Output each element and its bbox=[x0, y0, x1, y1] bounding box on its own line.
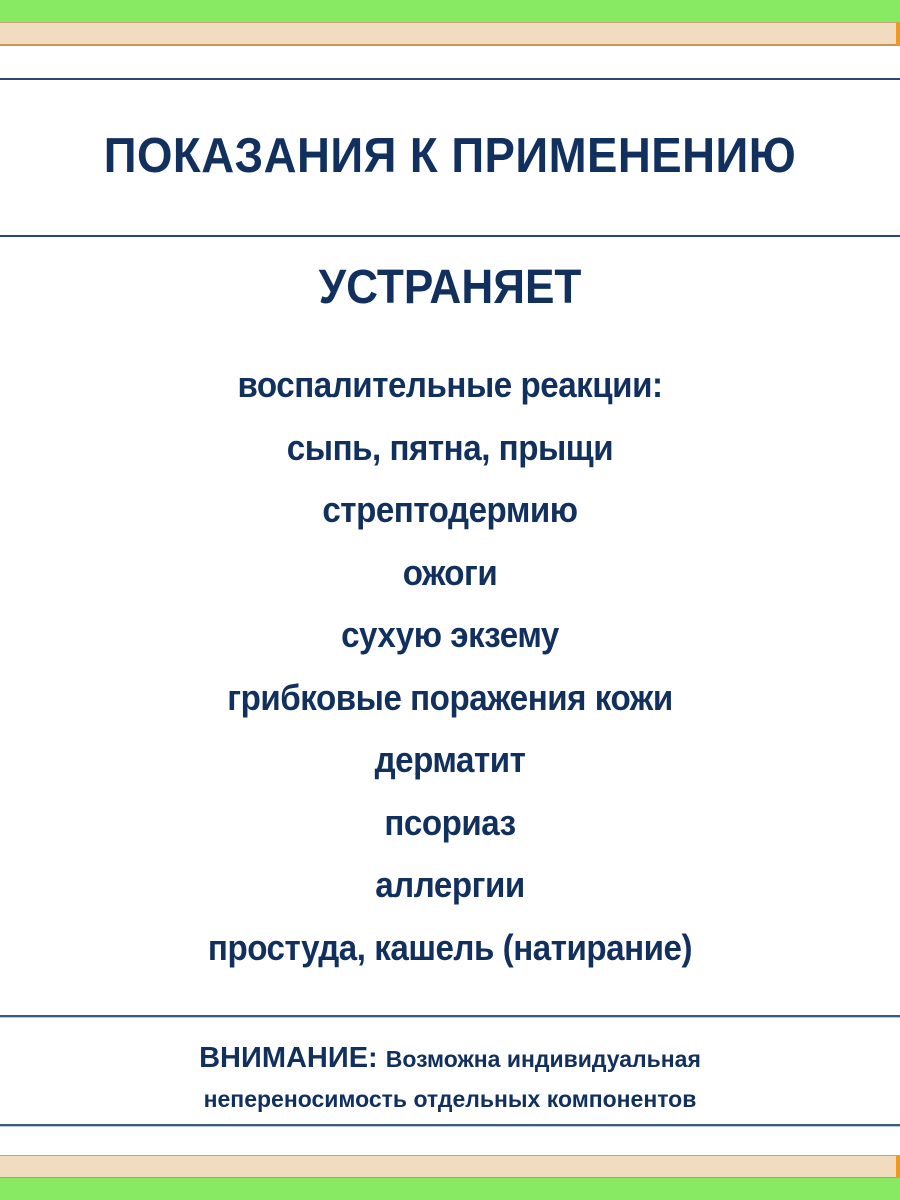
warning-label: ВНИМАНИЕ: bbox=[199, 1042, 386, 1074]
list-item: ожоги bbox=[402, 551, 498, 593]
warning-notice bbox=[0, 1040, 900, 1117]
divider-top bbox=[0, 78, 900, 80]
divider-below-title bbox=[0, 235, 900, 237]
bottom-green-band bbox=[0, 1178, 900, 1200]
warning-text-line2: непереносимость отдельных компонентов bbox=[203, 1086, 697, 1112]
bottom-peach-band bbox=[0, 1155, 900, 1179]
section-heading: УСТРАНЯЕТ bbox=[318, 261, 582, 314]
top-green-band bbox=[0, 0, 900, 22]
divider-below-warning bbox=[0, 1124, 900, 1126]
warning-text-line1: Возможна индивидуальная bbox=[385, 1046, 701, 1072]
list-item: воспалительные реакции: bbox=[237, 364, 663, 405]
list-item: простуда, кашель (натирание) bbox=[207, 926, 693, 968]
divider-above-warning bbox=[0, 1015, 900, 1017]
indications-list bbox=[0, 360, 900, 985]
page-title: ПОКАЗАНИЯ К ПРИМЕНЕНИЮ bbox=[103, 129, 797, 183]
list-item: сыпь, пятна, прыщи bbox=[286, 426, 614, 468]
list-item: грибковые поражения кожи bbox=[227, 676, 673, 718]
list-item: псориаз bbox=[384, 801, 516, 843]
list-item: стрептодермию bbox=[322, 489, 578, 530]
list-item: аллергии bbox=[375, 864, 525, 905]
top-peach-band bbox=[0, 22, 900, 46]
list-item: дерматит bbox=[374, 739, 526, 780]
list-item: сухую экзему bbox=[341, 614, 559, 655]
